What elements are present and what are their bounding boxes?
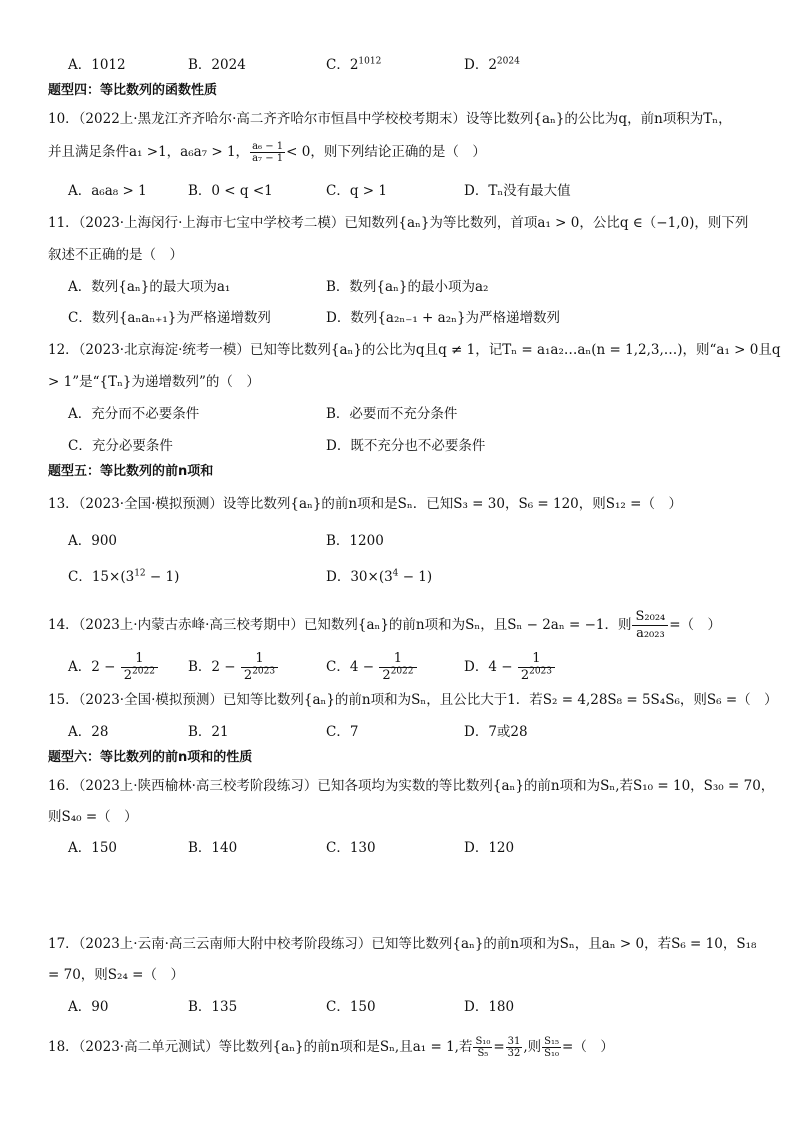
q10-option-b: B．0 < q <1: [188, 183, 273, 199]
q10-option-d: D．Tₙ没有最大值: [464, 183, 571, 199]
q13-stem: 13．（2023·全国·模拟预测）设等比数列{aₙ}的前n项和是Sₙ．已知S₃ = 30，S₆ = 120，则S₁₂ =（ ）: [48, 496, 682, 512]
section-heading-4: 题型四：等比数列的函数性质: [48, 83, 218, 98]
q17-stem-line1: 17．（2023上·云南·高三云南师大附中校考阶段练习）已知等比数列{aₙ}的前n项和为Sₙ，且aₙ > 0，若S₆ = 10，S₁₈: [48, 936, 757, 952]
q11-option-a: A．数列{aₙ}的最大项为a₁: [68, 279, 231, 295]
q9-option-b: B．2024: [188, 57, 246, 73]
section-heading-6: 题型六：等比数列的前n项和的性质: [48, 750, 253, 765]
q15-option-c: C．7: [326, 724, 359, 740]
q12-option-d: D．既不充分也不必要条件: [326, 438, 486, 454]
q18-fraction-value: $\frac{31}{32}$: [507, 1036, 521, 1059]
q18-fraction-ratio: $\frac{\text{S₁₀}}{\text{S₅}}$: [475, 1036, 491, 1059]
q16-stem-line2: 则S₄₀ =（ ）: [48, 809, 138, 825]
q10-stem-line2: 并且满足条件a₁ >1，a₆a₇ > 1， $\frac{\text{a₆ − 1}}{\text{a₇ − 1}}$ < 0，则下列结论正确的是（ ）: [48, 141, 486, 164]
q15-option-d: D．7或28: [464, 724, 528, 740]
q16-stem-line1: 16．（2023上·陕西榆林·高三校考阶段练习）已知各项均为实数的等比数列{aₙ}的前n项和为Sₙ,若S₁₀ = 10，S₃₀ = 70，: [48, 778, 775, 794]
q10-fraction: $\frac{\text{a₆ − 1}}{\text{a₇ − 1}}$: [252, 141, 284, 164]
q16-option-b: B．140: [188, 840, 238, 856]
q13-option-c: C．$15\times(3^{12} - 1)$: [68, 568, 180, 585]
q12-stem-line2: > 1”是“{Tₙ}为递增数列”的（ ）: [48, 374, 260, 390]
q13-option-a: A．900: [68, 533, 118, 549]
q11-option-c: C．数列{aₙaₙ₊₁}为严格递增数列: [68, 310, 271, 326]
q18-stem: 18．（2023·高二单元测试）等比数列{aₙ}的前n项和是Sₙ,且a₁ = 1,若 $\frac{\text{S₁₀}}{\text{S₅}}$ = $\frac{31}{32}$ ,则 $\frac{\text{S₁₅}}{\text{S₁₀}}$ =（ ）: [48, 1036, 614, 1059]
q11-stem-line2: 叙述不正确的是（ ）: [48, 247, 183, 263]
q16-option-a: A．150: [68, 840, 118, 856]
q12-option-b: B．必要而不充分条件: [326, 406, 458, 422]
section-heading-5: 题型五：等比数列的前n项和: [48, 464, 214, 479]
q13-option-b: B．1200: [326, 533, 384, 549]
q15-option-b: B．21: [188, 724, 229, 740]
q16-option-c: C．130: [326, 840, 376, 856]
q14-option-b: B．2 − $\frac{1}{2^{2023}}$: [188, 651, 279, 684]
q9-option-c: C．$2^{1012}$: [326, 56, 382, 73]
q13-option-d: D．$30\times(3^4 - 1)$: [326, 568, 433, 585]
q12-option-a: A．充分而不必要条件: [68, 406, 200, 422]
q12-option-c: C．充分必要条件: [68, 438, 173, 454]
q11-option-d: D．数列{a₂ₙ₋₁ + a₂ₙ}为严格递增数列: [326, 310, 561, 326]
q18-fraction-target: $\frac{\text{S₁₅}}{\text{S₁₀}}$: [544, 1036, 560, 1059]
q14-option-c: C．4 − $\frac{1}{2^{2022}}$: [326, 651, 418, 684]
q15-option-a: A．28: [68, 724, 109, 740]
q9-option-d: D．$2^{2024}$: [464, 56, 520, 73]
q16-option-d: D．120: [464, 840, 515, 856]
q17-stem-line2: = 70，则S₂₄ =（ ）: [48, 967, 184, 983]
q17-option-d: D．180: [464, 999, 515, 1015]
q10-stem-line1: 10．（2022上·黑龙江齐齐哈尔·高二齐齐哈尔市恒昌中学校校考期末）设等比数列{aₙ}的公比为q，前n项积为Tₙ，: [48, 111, 732, 127]
q15-stem: 15．（2023·全国·模拟预测）已知等比数列{aₙ}的前n项和为Sₙ，且公比大于1．若S₂ = 4,28S₈ = 5S₄S₆，则S₆ =（ ）: [48, 692, 778, 708]
q17-option-b: B．135: [188, 999, 238, 1015]
q10-option-c: C．q > 1: [326, 183, 387, 199]
q12-stem-line1: 12．（2023·北京海淀·统考一模）已知等比数列{aₙ}的公比为q且q ≠ 1，记Tₙ = a₁a₂…aₙ(n = 1,2,3,…)，则“a₁ > 0且q: [48, 342, 781, 358]
q11-stem-line1: 11．（2023·上海闵行·上海市七宝中学校考二模）已知数列{aₙ}为等比数列，首项a₁ > 0，公比q ∈（−1,0)，则下列: [48, 215, 749, 231]
q17-option-c: C．150: [326, 999, 376, 1015]
q14-fraction: $\frac{\text{S₂₀₂₄}}{\text{a₂₀₂₃}}$: [632, 609, 668, 642]
q14-option-a: A．2 − $\frac{1}{2^{2022}}$: [68, 651, 159, 684]
q14-option-d: D．4 − $\frac{1}{2^{2023}}$: [464, 651, 556, 684]
q11-option-b: B．数列{aₙ}的最小项为a₂: [326, 279, 489, 295]
q17-option-a: A．90: [68, 999, 109, 1015]
q9-option-a: A．1012: [68, 57, 126, 73]
q14-stem: 14．（2023上·内蒙古赤峰·高三校考期中）已知数列{aₙ}的前n项和为Sₙ，且Sₙ − 2aₙ = −1．则 $\frac{\text{S₂₀₂₄}}{\text{a₂₀₂₃}}$ =（ ）: [48, 609, 722, 641]
q10-option-a: A．a₆a₈ > 1: [68, 183, 147, 199]
